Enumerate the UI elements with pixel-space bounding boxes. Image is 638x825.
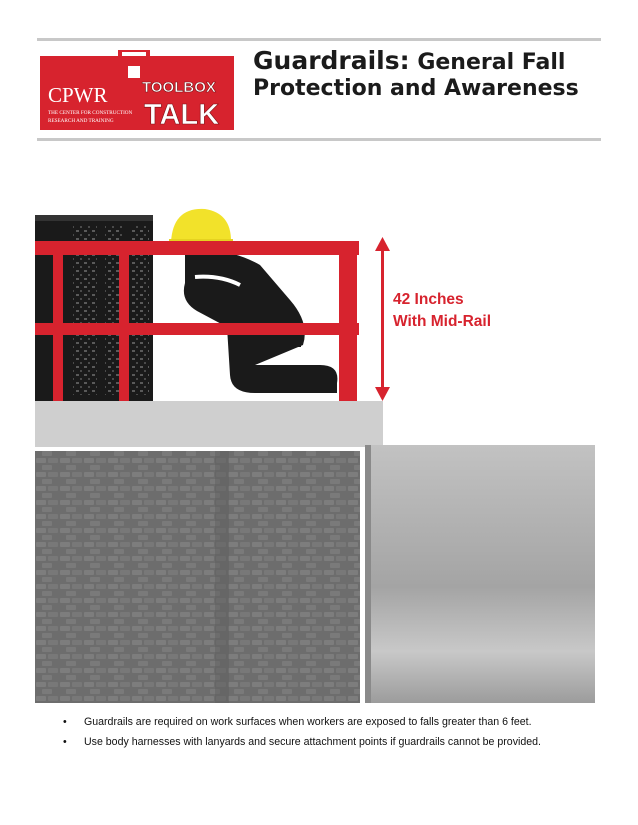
kneeling-worker-icon [169,209,337,393]
drop-off-area [365,445,595,703]
bullet-list [60,716,610,756]
measure-label-2: With Mid-Rail [393,313,492,330]
logo-tagline-2: RESEARCH AND TRAINING [48,118,114,124]
top-rail [35,241,359,255]
cpwr-toolbox-talk-logo [40,50,234,130]
bullet-marker: • [63,736,67,748]
page-title [253,48,613,102]
logo-badge-top: TOOLBOX [142,79,216,96]
bullet-text: Use body harnesses with lanyards and secure attachment points if guardrails cannot be provided. [84,736,541,748]
logo-tagline-1: THE CENTER FOR CONSTRUCTION [48,110,133,116]
hard-hat-icon [171,209,231,242]
list-item [60,736,610,748]
work-surface-platform [35,401,383,447]
logo-badge-bottom: TALK [144,99,220,130]
mid-rail [35,323,359,335]
list-item [60,716,610,728]
top-rule [37,38,601,41]
bullet-text: Guardrails are required on work surfaces when workers are exposed to falls greater than 6 feet. [84,716,532,728]
title-main: Guardrails: [253,46,410,75]
double-arrow-icon [375,237,390,401]
brick-wall [35,451,360,703]
header-rule [37,138,601,141]
measure-label-1: 42 Inches [393,291,464,308]
logo-org: CPWR [48,83,108,107]
title-rest-1: General Fall [417,50,566,75]
title-rest-2: Protection and Awareness [253,76,579,101]
wall-shadow [215,451,229,703]
bullet-marker: • [63,716,67,728]
logo-latch [128,66,140,78]
guardrail-illustration [35,205,595,705]
